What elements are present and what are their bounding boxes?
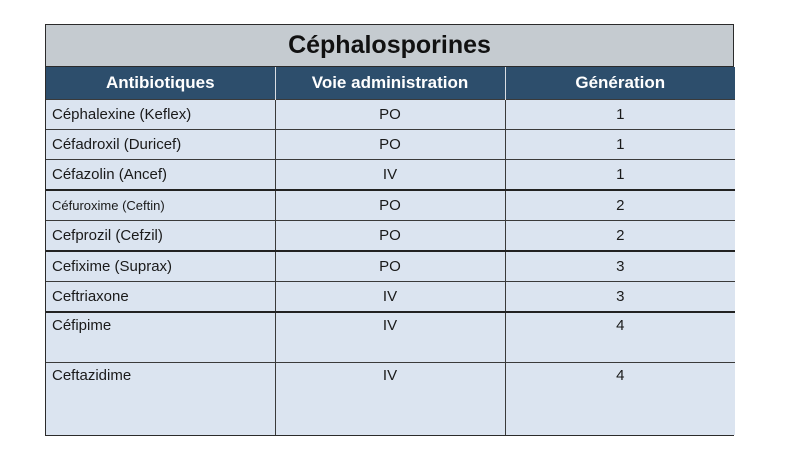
cell-route: IV [275,159,505,190]
cell-antibiotic: Céfadroxil (Duricef) [46,129,275,159]
table-title-bar [46,25,733,67]
table-row [46,312,735,363]
cell-antibiotic: Céfipime [46,312,275,363]
cell-antibiotic: Ceftazidime [46,363,275,435]
cell-generation: 2 [505,190,735,221]
cell-route: IV [275,363,505,435]
cell-generation: 1 [505,159,735,190]
cell-route: PO [275,220,505,251]
cell-route: PO [275,190,505,221]
header-generation: Génération [505,67,735,99]
table-row [46,159,735,190]
cell-generation: 2 [505,220,735,251]
cell-route: PO [275,99,505,129]
cell-generation: 1 [505,99,735,129]
cell-generation: 3 [505,251,735,282]
cell-antibiotic: Cefixime (Suprax) [46,251,275,282]
cell-route: PO [275,251,505,282]
cell-route: IV [275,312,505,363]
cephalosporin-table [45,24,734,436]
table-row [46,190,735,221]
table-title: Céphalosporines [288,31,491,59]
cell-generation: 4 [505,363,735,435]
table-row [46,251,735,282]
table-row [46,281,735,312]
cell-route: IV [275,281,505,312]
table-row [46,99,735,129]
table-row [46,220,735,251]
table-row [46,129,735,159]
cell-generation: 3 [505,281,735,312]
data-table [46,67,735,435]
cell-antibiotic: Céfuroxime (Ceftin) [46,190,275,221]
cell-antibiotic: Cefprozil (Cefzil) [46,220,275,251]
cell-antibiotic: Céfazolin (Ancef) [46,159,275,190]
cell-generation: 1 [505,129,735,159]
cell-antibiotic: Ceftriaxone [46,281,275,312]
header-antibiotiques: Antibiotiques [46,67,275,99]
table-row [46,363,735,435]
cell-antibiotic: Céphalexine (Keflex) [46,99,275,129]
cell-generation: 4 [505,312,735,363]
cell-route: PO [275,129,505,159]
header-voie-administration: Voie administration [275,67,505,99]
header-row [46,67,735,99]
